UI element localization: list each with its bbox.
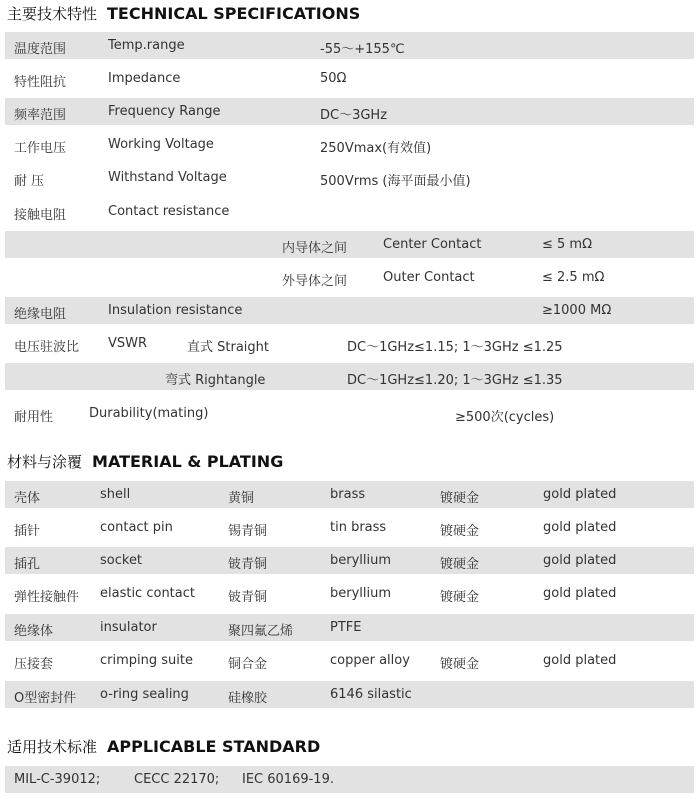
material-cn: 硅橡胶 [228, 691, 268, 706]
material-heading-cn: 材料与涂覆 [7, 453, 83, 471]
vswr-rightangle-label: 弯式 Rightangle [165, 373, 266, 388]
part-en: shell [100, 487, 131, 502]
spec-cn: 特性阻抗 [14, 75, 67, 90]
plating-cn: 镀硬金 [440, 491, 480, 506]
standard-heading-en: APPLICABLE STANDARD [107, 737, 321, 756]
material-row [5, 614, 694, 641]
material-en: copper alloy [330, 653, 410, 668]
part-en: crimping suite [100, 653, 193, 668]
material-cn: 锡青铜 [228, 524, 268, 539]
material-en: beryllium [330, 586, 392, 601]
part-cn: 壳体 [14, 491, 41, 506]
tech-heading-en: TECHNICAL SPECIFICATIONS [107, 4, 361, 23]
spec-cn: 耐 压 [14, 174, 45, 189]
spec-value: DC～3GHz [320, 108, 388, 123]
part-cn: 插针 [14, 524, 41, 539]
spec-en: Insulation resistance [108, 303, 243, 318]
spec-value: ≤ 2.5 mΩ [542, 270, 605, 285]
spec-value: DC～1GHz≤1.15; 1～3GHz ≤1.25 [347, 340, 563, 355]
standard-heading [7, 736, 320, 757]
spec-value: DC～1GHz≤1.20; 1～3GHz ≤1.35 [347, 373, 563, 388]
spec-en: Durability(mating) [89, 406, 209, 421]
plating-cn: 镀硬金 [440, 524, 480, 539]
plating-en: gold plated [543, 520, 617, 535]
spec-en: Temp.range [108, 38, 185, 53]
spec-cn: 外导体之间 [282, 274, 348, 289]
spec-en: Contact resistance [108, 204, 230, 219]
plating-cn: 镀硬金 [440, 657, 480, 672]
spec-en: Working Voltage [108, 137, 214, 152]
spec-row-vswr-straight [5, 330, 694, 357]
plating-en: gold plated [543, 653, 617, 668]
spec-en: VSWR [108, 336, 148, 351]
material-en: tin brass [330, 520, 387, 535]
spec-cn: 绝缘电阻 [14, 307, 67, 322]
plating-en: gold plated [543, 487, 617, 502]
material-en: 6146 silastic [330, 687, 412, 702]
spec-row-vswr-rightangle [5, 363, 694, 390]
plating-en: gold plated [543, 553, 617, 568]
material-row [5, 514, 694, 541]
part-en: contact pin [100, 520, 173, 535]
material-cn: 铜合金 [228, 657, 268, 672]
spec-en: Outer Contact [383, 270, 475, 285]
spec-en: Frequency Range [108, 104, 221, 119]
tech-heading [7, 3, 360, 24]
material-cn: 铍青铜 [228, 557, 268, 572]
vswr-straight-label: 直式 Straight [187, 340, 269, 355]
spec-cn: 内导体之间 [282, 241, 348, 256]
material-cn: 聚四氟乙烯 [228, 624, 294, 639]
standard-item: IEC 60169-19. [242, 772, 334, 787]
material-row [5, 481, 694, 508]
spec-row-impedance [5, 65, 694, 92]
part-cn: 弹性接触件 [14, 590, 80, 605]
part-en: elastic contact [100, 586, 195, 601]
part-cn: 压接套 [14, 657, 54, 672]
spec-value: ≥1000 MΩ [542, 303, 612, 318]
part-cn: 插孔 [14, 557, 41, 572]
part-cn: 绝缘体 [14, 624, 54, 639]
material-row [5, 547, 694, 574]
standard-heading-cn: 适用技术标准 [7, 738, 98, 756]
spec-row-frequency [5, 98, 694, 125]
material-row [5, 580, 694, 607]
spec-value: -55～+155℃ [320, 42, 405, 57]
material-row [5, 647, 694, 674]
material-heading [7, 451, 283, 472]
plating-cn: 镀硬金 [440, 557, 480, 572]
material-heading-en: MATERIAL & PLATING [92, 452, 284, 471]
standard-item: CECC 22170; [134, 772, 220, 787]
standard-row [5, 766, 694, 793]
spec-row-durability [5, 400, 694, 427]
material-en: beryllium [330, 553, 392, 568]
spec-cn: 耐用性 [14, 410, 54, 425]
spec-en: Impedance [108, 71, 181, 86]
spec-en: Withstand Voltage [108, 170, 227, 185]
spec-cn: 接触电阻 [14, 208, 67, 223]
spec-row-temp [5, 32, 694, 59]
spec-value: ≤ 5 mΩ [542, 237, 593, 252]
part-en: socket [100, 553, 143, 568]
standard-item: MIL-C-39012; [14, 772, 101, 787]
spec-value: 50Ω [320, 71, 347, 86]
spec-row-withstand-voltage [5, 164, 694, 191]
plating-cn: 镀硬金 [440, 590, 480, 605]
material-en: brass [330, 487, 366, 502]
spec-en: Center Contact [383, 237, 482, 252]
part-cn: O型密封件 [14, 691, 77, 706]
part-en: insulator [100, 620, 157, 635]
material-en: PTFE [330, 620, 362, 635]
plating-en: gold plated [543, 586, 617, 601]
spec-cn: 工作电压 [14, 141, 67, 156]
part-en: o-ring sealing [100, 687, 189, 702]
spec-row-outer-contact [5, 264, 694, 291]
spec-row-working-voltage [5, 131, 694, 158]
material-cn: 黄铜 [228, 491, 255, 506]
spec-cn: 频率范围 [14, 108, 67, 123]
spec-row-insulation [5, 297, 694, 324]
spec-value: 500Vrms (海平面最小值) [320, 174, 471, 189]
spec-value: ≥500次(cycles) [455, 410, 555, 425]
spec-row-center-contact [5, 231, 694, 258]
material-row [5, 681, 694, 708]
spec-row-contact-resistance [5, 198, 694, 225]
spec-cn: 温度范围 [14, 42, 67, 57]
spec-cn: 电压驻波比 [14, 340, 80, 355]
tech-heading-cn: 主要技术特性 [7, 5, 98, 23]
material-cn: 铍青铜 [228, 590, 268, 605]
spec-value: 250Vmax(有效值) [320, 141, 432, 156]
